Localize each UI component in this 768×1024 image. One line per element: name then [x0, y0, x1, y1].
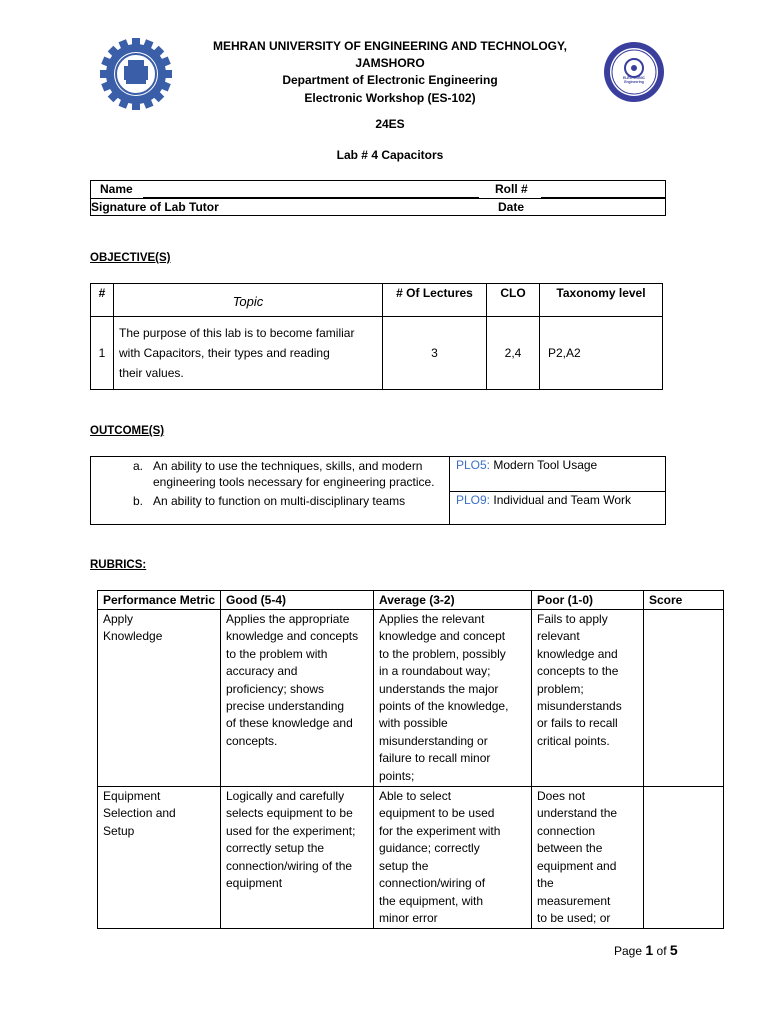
page-current: 1: [645, 942, 654, 958]
plo-code: PLO9:: [456, 493, 491, 507]
rubric-text-line: connection/wiring of the: [226, 858, 353, 873]
student-info-box: [90, 180, 666, 216]
rubric-text-line: problem;: [537, 681, 584, 696]
rubric-text-line: understands the major: [379, 681, 499, 696]
rubric-text-line: to be used; or: [537, 910, 611, 925]
rubric-text-line: for the experiment with: [379, 823, 501, 838]
rubric-metric: [98, 610, 221, 787]
rubric-text-line: Setup: [103, 823, 135, 838]
objectives-table: [90, 283, 663, 390]
objective-topic: [114, 317, 383, 390]
course-name: Electronic Workshop (ES-102): [304, 91, 476, 105]
objective-topic-line: The purpose of this lab is to become familiar: [119, 326, 355, 340]
name-label: Name: [100, 182, 133, 196]
rubric-text-line: Logically and carefully: [226, 789, 345, 804]
date-label: Date: [498, 200, 525, 214]
outcomes-heading: OUTCOME(S): [90, 425, 165, 437]
rubric-poor: [532, 610, 644, 787]
rubric-text-line: Applies the appropriate: [226, 612, 350, 626]
outcome-plo: [450, 492, 666, 525]
rubric-row: [98, 787, 724, 929]
rubric-average: [374, 610, 532, 787]
objective-topic-line: their values.: [119, 366, 184, 380]
rubric-text-line: misunderstanding or: [379, 733, 488, 748]
rubric-text-line: Fails to apply: [537, 612, 608, 626]
rubric-text-line: concepts.: [226, 733, 278, 748]
objectives-col-clo: CLO: [487, 284, 540, 317]
rubric-text-line: in a roundabout way;: [379, 664, 491, 679]
rubric-text-line: Equipment: [103, 789, 161, 804]
university-name-line2: JAMSHORO: [355, 56, 425, 70]
rubrics-col-score: Score: [644, 591, 724, 610]
university-name-line1: MEHRAN UNIVERSITY OF ENGINEERING AND TECHNOLOGY,: [212, 39, 568, 53]
rubric-text-line: selects equipment to be: [226, 806, 353, 821]
rubric-text-line: concepts to the: [537, 664, 619, 679]
objective-number: 1: [91, 317, 114, 390]
outcome-plo: [450, 457, 666, 492]
rubric-text-line: Able to select: [379, 789, 452, 804]
rubric-text-line: correctly setup the: [226, 841, 325, 856]
objectives-col-lectures: # Of Lectures: [383, 284, 487, 317]
objective-taxonomy: P2,A2: [540, 317, 663, 390]
rubrics-col-metric: Performance Metric: [98, 591, 221, 610]
rubric-text-line: between the: [537, 841, 603, 856]
rubric-good: [221, 787, 374, 929]
roll-label: Roll #: [495, 182, 528, 196]
objectives-row: [91, 317, 663, 390]
outcome-line: engineering tools necessary for engineering practice.: [153, 475, 435, 489]
rubric-text-line: guidance; correctly: [379, 841, 480, 856]
rubric-text-line: critical points.: [537, 733, 610, 748]
rubric-text-line: equipment to be used: [379, 806, 495, 821]
outcome-line: An ability to use the techniques, skills, and modern: [153, 459, 423, 473]
objective-lectures: 3: [383, 317, 487, 390]
rubric-average: [374, 787, 532, 929]
rubric-text-line: failure to recall minor: [379, 751, 491, 766]
rubric-poor: [532, 787, 644, 929]
objectives-col-taxonomy: Taxonomy level: [540, 284, 663, 317]
university-seal-logo: [98, 36, 174, 112]
rubric-text-line: the equipment, with: [379, 893, 484, 908]
rubric-text-line: relevant: [537, 629, 580, 644]
outcome-line: An ability to function on multi-disciplinary teams: [153, 493, 406, 508]
page-word: Page: [614, 944, 643, 958]
outcome-row: [91, 457, 666, 492]
rubric-score-cell[interactable]: [644, 610, 724, 787]
rubric-text-line: knowledge and concept: [379, 629, 506, 644]
batch-label: 24ES: [375, 117, 405, 131]
rubric-text-line: knowledge and concepts: [226, 629, 359, 644]
rubric-metric: [98, 787, 221, 929]
rubric-text-line: minor error: [379, 910, 438, 925]
rubric-text-line: precise understanding: [226, 699, 345, 714]
rubric-text-line: Applies the relevant: [379, 612, 485, 626]
objectives-col-topic: Topic: [114, 284, 383, 317]
rubrics-col-good: Good (5-4): [221, 591, 374, 610]
rubric-text-line: equipment and: [537, 858, 617, 873]
rubric-text-line: to the problem with: [226, 646, 328, 661]
rubric-text-line: understand the: [537, 806, 618, 821]
objectives-col-num: #: [91, 284, 114, 317]
rubric-text-line: misunderstands: [537, 699, 622, 714]
rubric-text-line: points;: [379, 768, 415, 783]
lab-title: Lab # 4 Capacitors: [336, 148, 444, 162]
department-name: Department of Electronic Engineering: [282, 73, 498, 87]
row-divider: [91, 198, 665, 199]
rubric-score-cell[interactable]: [644, 787, 724, 929]
rubric-text-line: Does not: [537, 789, 586, 804]
rubric-text-line: of these knowledge and: [226, 716, 353, 731]
rubric-text-line: the: [537, 876, 554, 891]
rubrics-col-poor: Poor (1-0): [532, 591, 644, 610]
outcome-marker: a.: [132, 459, 143, 473]
outcome-marker: b.: [132, 493, 143, 508]
objectives-heading: OBJECTIVE(S): [90, 252, 171, 264]
rubric-text-line: with possible: [379, 716, 448, 731]
outcomes-table: [90, 456, 666, 525]
rubric-text-line: or fails to recall: [537, 716, 618, 731]
department-logo-text: ELECTRONIC Engineering: [622, 76, 646, 84]
plo-code: PLO5:: [456, 458, 491, 472]
rubric-good: [221, 610, 374, 787]
page-number: [614, 942, 678, 958]
rubric-text-line: points of the knowledge,: [379, 699, 509, 714]
department-logo: [602, 40, 666, 104]
rubric-text-line: connection/wiring of: [379, 876, 486, 891]
plo-text: Modern Tool Usage: [493, 458, 598, 472]
rubrics-heading: RUBRICS:: [90, 559, 147, 571]
rubrics-col-average: Average (3-2): [374, 591, 532, 610]
rubric-text-line: Knowledge: [103, 629, 163, 644]
outcome-row: [91, 492, 666, 525]
objective-clo: 2,4: [487, 317, 540, 390]
rubric-text-line: setup the: [379, 858, 429, 873]
rubrics-table: [97, 590, 724, 929]
outcome-description: [91, 457, 450, 492]
rubric-text-line: Apply: [103, 612, 134, 626]
rubric-text-line: connection: [537, 823, 596, 838]
outcome-description: [91, 492, 450, 525]
rubric-text-line: accuracy and: [226, 664, 298, 679]
rubric-text-line: to the problem, possibly: [379, 646, 506, 661]
rubric-text-line: knowledge and: [537, 646, 618, 661]
rubric-text-line: Selection and: [103, 806, 176, 821]
plo-text: Individual and Team Work: [493, 493, 632, 507]
rubric-text-line: used for the experiment;: [226, 823, 356, 838]
signature-label: Signature of Lab Tutor: [91, 200, 219, 214]
rubric-text-line: measurement: [537, 893, 611, 908]
of-word: of: [656, 944, 667, 958]
rubric-row: [98, 610, 724, 787]
page-total: 5: [669, 942, 678, 958]
rubric-text-line: proficiency; shows: [226, 681, 325, 696]
rubric-text-line: equipment: [226, 876, 283, 891]
objective-topic-line: with Capacitors, their types and reading: [119, 346, 330, 360]
